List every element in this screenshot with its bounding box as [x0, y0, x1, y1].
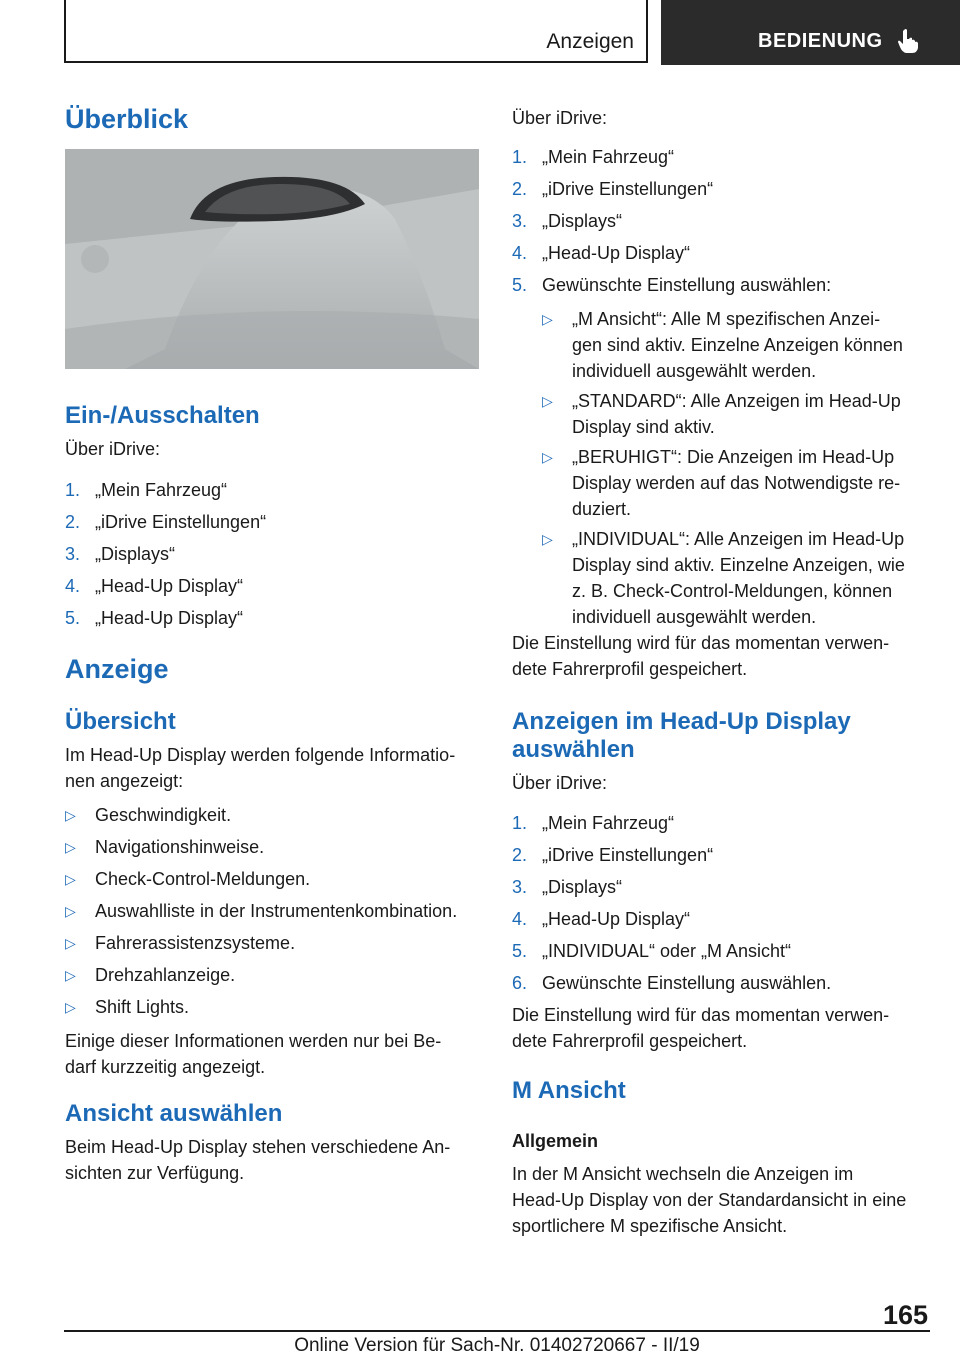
saved-note-line: Die Einstellung wird für das momentan verwen- — [512, 1005, 890, 1025]
step-text: „INDIVIDUAL“ oder „M Ansicht“ — [542, 941, 792, 961]
triangle-bullet-icon: ▷ — [65, 967, 76, 983]
step-number: 6. — [512, 973, 528, 993]
menu-step — [512, 208, 930, 234]
info-bullet — [65, 866, 479, 892]
info-bullet — [65, 994, 479, 1020]
info-bullet — [65, 898, 479, 924]
step-text: Gewünschte Einstellung auswählen: — [542, 275, 832, 295]
step-number: 1. — [512, 813, 528, 833]
bullet-text: Drehzahlanzeige. — [95, 965, 236, 985]
option-text-line: gen sind aktiv. Einzelne Anzeigen können — [572, 335, 903, 355]
triangle-bullet-icon: ▷ — [542, 531, 553, 547]
step-number: 4. — [65, 576, 81, 596]
on-off-heading: Ein-/Ausschalten — [65, 402, 260, 429]
info-bullet — [65, 962, 479, 988]
info-bullet — [65, 834, 479, 860]
menu-step — [512, 144, 930, 170]
step-text: „Mein Fahrzeug“ — [542, 813, 675, 833]
triangle-bullet-icon: ▷ — [542, 449, 553, 465]
head-up-display-photo — [65, 149, 479, 369]
info-bullet — [65, 802, 479, 828]
m-view-text-line: In der M Ansicht wechseln die Anzeigen im — [512, 1164, 854, 1184]
m-view-heading: M Ansicht — [512, 1077, 626, 1104]
step-text: „Head-Up Display“ — [542, 909, 691, 929]
step-text: „Displays“ — [542, 877, 623, 897]
on-off-intro: Über iDrive: — [65, 439, 161, 459]
select-step — [512, 842, 930, 868]
step-text: „Displays“ — [95, 544, 176, 564]
overview2-text-line: Im Head-Up Display werden folgende Informatio- — [65, 745, 456, 765]
option-text-line: individuell ausgewählt werden. — [572, 361, 817, 381]
note-text-line: Einige dieser Informationen werden nur bei Be- — [65, 1031, 442, 1051]
triangle-bullet-icon: ▷ — [65, 871, 76, 887]
select-step — [512, 938, 930, 964]
step-number: 1. — [65, 480, 81, 500]
step-number: 4. — [512, 909, 528, 929]
overview2-heading: Übersicht — [65, 708, 176, 735]
select-intro: Über iDrive: — [512, 773, 608, 793]
step-number: 5. — [512, 275, 528, 295]
select-step — [512, 970, 930, 996]
select-step — [512, 906, 930, 932]
display-option — [542, 388, 932, 442]
option-text-line: duziert. — [572, 499, 632, 519]
on-off-step — [65, 605, 479, 631]
step-text: „Head-Up Display“ — [542, 243, 691, 263]
select-displays-heading-line: Anzeigen im Head-Up Display — [512, 708, 851, 735]
option-text-line: „M Ansicht“: Alle M spezifischen Anzei- — [572, 309, 881, 329]
on-off-step — [65, 477, 479, 503]
option-text-line: „BERUHIGT“: Die Anzeigen im Head-Up — [572, 447, 895, 467]
option-text-line: z. B. Check-Control-Meldungen, können — [572, 581, 893, 601]
triangle-bullet-icon: ▷ — [65, 839, 76, 855]
step-text: „Head-Up Display“ — [95, 576, 244, 596]
note-text-line: darf kurzzeitig angezeigt. — [65, 1057, 266, 1077]
display-option — [542, 526, 932, 632]
option-text-line: Display sind aktiv. Einzelne Anzeigen, wie — [572, 555, 905, 575]
bullet-text: Navigationshinweise. — [95, 837, 265, 857]
overview2-text-line: nen angezeigt: — [65, 771, 184, 791]
step-text: „iDrive Einstellungen“ — [542, 845, 714, 865]
select-step — [512, 810, 930, 836]
menu-step — [512, 272, 930, 298]
view-select-text-line: sichten zur Verfügung. — [65, 1163, 245, 1183]
step-number: 3. — [512, 877, 528, 897]
saved-note-line: dete Fahrerprofil gespeichert. — [512, 659, 748, 679]
option-text-line: individuell ausgewählt werden. — [572, 607, 817, 627]
menu-step — [512, 176, 930, 202]
page-number: 165 — [882, 1300, 928, 1330]
m-view-text-line: Head-Up Display von der Standardansicht in eine — [512, 1190, 907, 1210]
header-chapter-label: BEDIENUNG — [758, 30, 883, 52]
bullet-text: Auswahlliste in der Instrumentenkombination. — [95, 901, 458, 921]
step-text: „iDrive Einstellungen“ — [95, 512, 267, 532]
step-number: 5. — [65, 608, 81, 628]
step-number: 1. — [512, 147, 528, 167]
header-section-tab — [64, 0, 648, 63]
triangle-bullet-icon: ▷ — [65, 807, 76, 823]
triangle-bullet-icon: ▷ — [542, 393, 553, 409]
triangle-bullet-icon: ▷ — [542, 311, 553, 327]
option-text-line: Display werden auf das Notwendigste re- — [572, 473, 901, 493]
bullet-text: Geschwindigkeit. — [95, 805, 232, 825]
step-number: 2. — [512, 179, 528, 199]
footer-divider — [64, 1330, 930, 1332]
option-text-line: „STANDARD“: Alle Anzeigen im Head-Up — [572, 391, 901, 411]
step-number: 2. — [65, 512, 81, 532]
triangle-bullet-icon: ▷ — [65, 935, 76, 951]
overview-heading: Überblick — [65, 104, 189, 134]
step-text: „iDrive Einstellungen“ — [542, 179, 714, 199]
step-number: 2. — [512, 845, 528, 865]
on-off-step — [65, 541, 479, 567]
display-option — [542, 306, 932, 386]
pointing-hand-icon — [896, 28, 920, 54]
saved-note-line: Die Einstellung wird für das momentan verwen- — [512, 633, 890, 653]
header-section-label: Anzeigen — [546, 30, 634, 53]
menu-step — [512, 240, 930, 266]
step-number: 3. — [65, 544, 81, 564]
option-text-line: Display sind aktiv. — [572, 417, 715, 437]
saved-note-line: dete Fahrerprofil gespeichert. — [512, 1031, 748, 1051]
general-subheading: Allgemein — [512, 1131, 599, 1151]
online-version-note: Online Version für Sach-Nr. 01402720667 - II/19 — [294, 1335, 700, 1356]
triangle-bullet-icon: ▷ — [65, 999, 76, 1015]
on-off-step — [65, 573, 479, 599]
step-number: 3. — [512, 211, 528, 231]
step-text: „Displays“ — [542, 211, 623, 231]
option-text-line: „INDIVIDUAL“: Alle Anzeigen im Head-Up — [572, 529, 905, 549]
display-option — [542, 444, 932, 524]
m-view-text-line: sportlichere M spezifische Ansicht. — [512, 1216, 788, 1236]
step-number: 4. — [512, 243, 528, 263]
step-text: „Mein Fahrzeug“ — [95, 480, 228, 500]
view-select-text-line: Beim Head-Up Display stehen verschiedene An- — [65, 1137, 451, 1157]
on-off-step — [65, 509, 479, 535]
step-number: 5. — [512, 941, 528, 961]
bullet-text: Check-Control-Meldungen. — [95, 869, 311, 889]
idrive-intro: Über iDrive: — [512, 108, 608, 128]
triangle-bullet-icon: ▷ — [65, 903, 76, 919]
view-select-heading: Ansicht auswählen — [65, 1100, 283, 1127]
step-text: „Mein Fahrzeug“ — [542, 147, 675, 167]
select-step — [512, 874, 930, 900]
display-heading: Anzeige — [65, 654, 169, 684]
info-bullet — [65, 930, 479, 956]
select-displays-heading-line: auswählen — [512, 736, 635, 763]
step-text: Gewünschte Einstellung auswählen. — [542, 973, 832, 993]
bullet-text: Shift Lights. — [95, 997, 190, 1017]
bullet-text: Fahrerassistenzsysteme. — [95, 933, 296, 953]
step-text: „Head-Up Display“ — [95, 608, 244, 628]
